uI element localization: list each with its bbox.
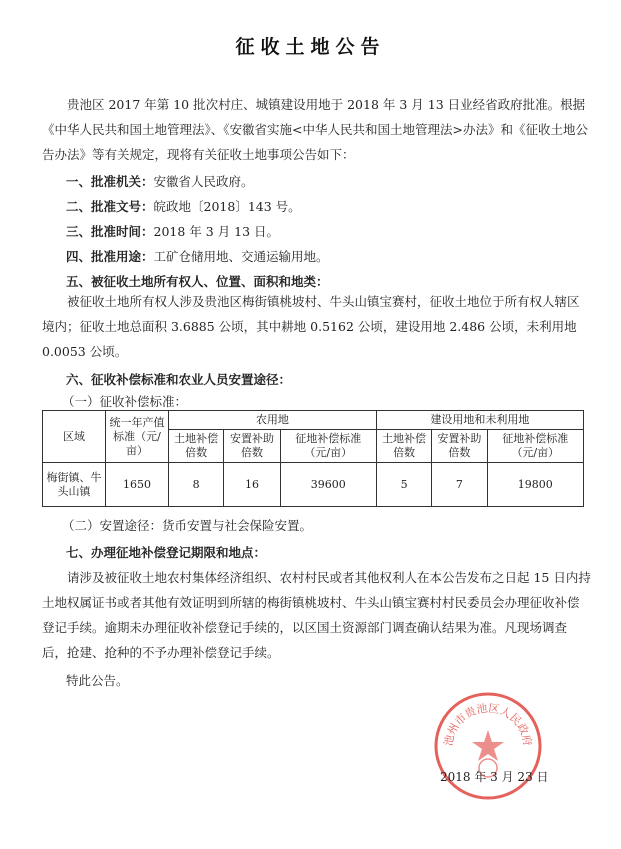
table-header-farmland: 农用地 (169, 411, 377, 430)
approval-doc-number (66, 197, 301, 215)
table-cell: 5 (376, 463, 431, 507)
approval-doc-label: 二、批准文号： (66, 199, 154, 214)
approval-use (66, 247, 329, 265)
approval-organ (66, 172, 254, 190)
issue-date: 2018 年 3 月 23 日 (440, 770, 549, 784)
section5-heading: 五、被征收土地所有权人、位置、面积和地类： (66, 274, 329, 289)
approval-time-label: 三、批准时间： (66, 224, 154, 239)
section6-heading: 六、征收补偿标准和农业人员安置途径： (66, 372, 292, 387)
approval-organ-label: 一、批准机关： (66, 174, 154, 189)
intro-paragraph: 贵池区 2017 年第 10 批次村庄、城镇建设用地于 2018 年 3 月 13 日业经省政府批准。根据《中华人民共和国土地管理法》、《安徽省实施<中华人民共和国土地管理法>办法》和《征收土地公告办法》等有关规定，现将有关征收土地事项公告如下： (42, 97, 588, 162)
table-subheader: 征地补偿标准（元/亩） (280, 430, 376, 463)
table-header-yield: 统一年产值标准（元/亩） (106, 411, 169, 463)
section7-text: 请涉及被征收土地农村集体经济组织、农村村民或者其他权利人在本公告发布之日起 15 日内持土地权属证书或者其他有效证明到所辖的梅街镇桃坡村、牛头山镇宝赛村村民委员会办理征收补偿登记手续。逾期未办理征收补偿登记手续的，以区国土资源部门调查确认结果为准。凡现场调查后，抢建、抢种的不予办理补偿登记手续。 (42, 570, 591, 660)
table-subheader: 安置补助倍数 (432, 430, 487, 463)
approval-use-label: 四、批准用途： (66, 249, 154, 264)
compensation-standard-subheading: （一）征收补偿标准： (62, 394, 188, 409)
approval-use-value: 工矿仓储用地、交通运输用地。 (153, 249, 329, 264)
table-cell-region: 梅街镇、牛头山镇 (43, 463, 106, 507)
table-cell: 16 (224, 463, 280, 507)
approval-organ-value: 安徽省人民政府。 (153, 174, 254, 189)
table-subheader: 土地补偿倍数 (169, 430, 224, 463)
section7-heading: 七、办理征地补偿登记期限和地点： (66, 545, 267, 560)
table-cell: 39600 (280, 463, 376, 507)
table-header-construction: 建设用地和未利用地 (376, 411, 583, 430)
table-subheader: 土地补偿倍数 (376, 430, 431, 463)
table-subheader: 征地补偿标准（元/亩） (487, 430, 583, 463)
approval-time (66, 222, 279, 240)
section5-text: 被征收土地所有权人涉及贵池区梅街镇桃坡村、牛头山镇宝赛村，征收土地位于所有权人辖区境内；征收土地总面积 3.6885 公顷，其中耕地 0.5162 公顷，建设用地 2.486 公顷，未利用地 0.0053 公顷。 (42, 294, 580, 359)
approval-doc-value: 皖政地〔2018〕143 号。 (153, 199, 301, 214)
table-subheader: 安置补助倍数 (224, 430, 280, 463)
official-seal-icon (432, 690, 544, 802)
table-row (43, 463, 584, 507)
closing-text: 特此公告。 (66, 673, 129, 688)
compensation-table (42, 410, 584, 507)
table-header-region: 区域 (43, 411, 106, 463)
seal-text: 池州市贵池区人民政府 (441, 701, 535, 748)
document-title: 征收土地公告 (235, 36, 386, 58)
table-cell: 19800 (487, 463, 583, 507)
approval-time-value: 2018 年 3 月 13 日。 (153, 224, 280, 239)
resettlement-subheading: （二）安置途径：货币安置与社会保险安置。 (62, 518, 313, 533)
table-cell: 8 (169, 463, 224, 507)
table-cell: 1650 (106, 463, 169, 507)
table-cell: 7 (432, 463, 487, 507)
